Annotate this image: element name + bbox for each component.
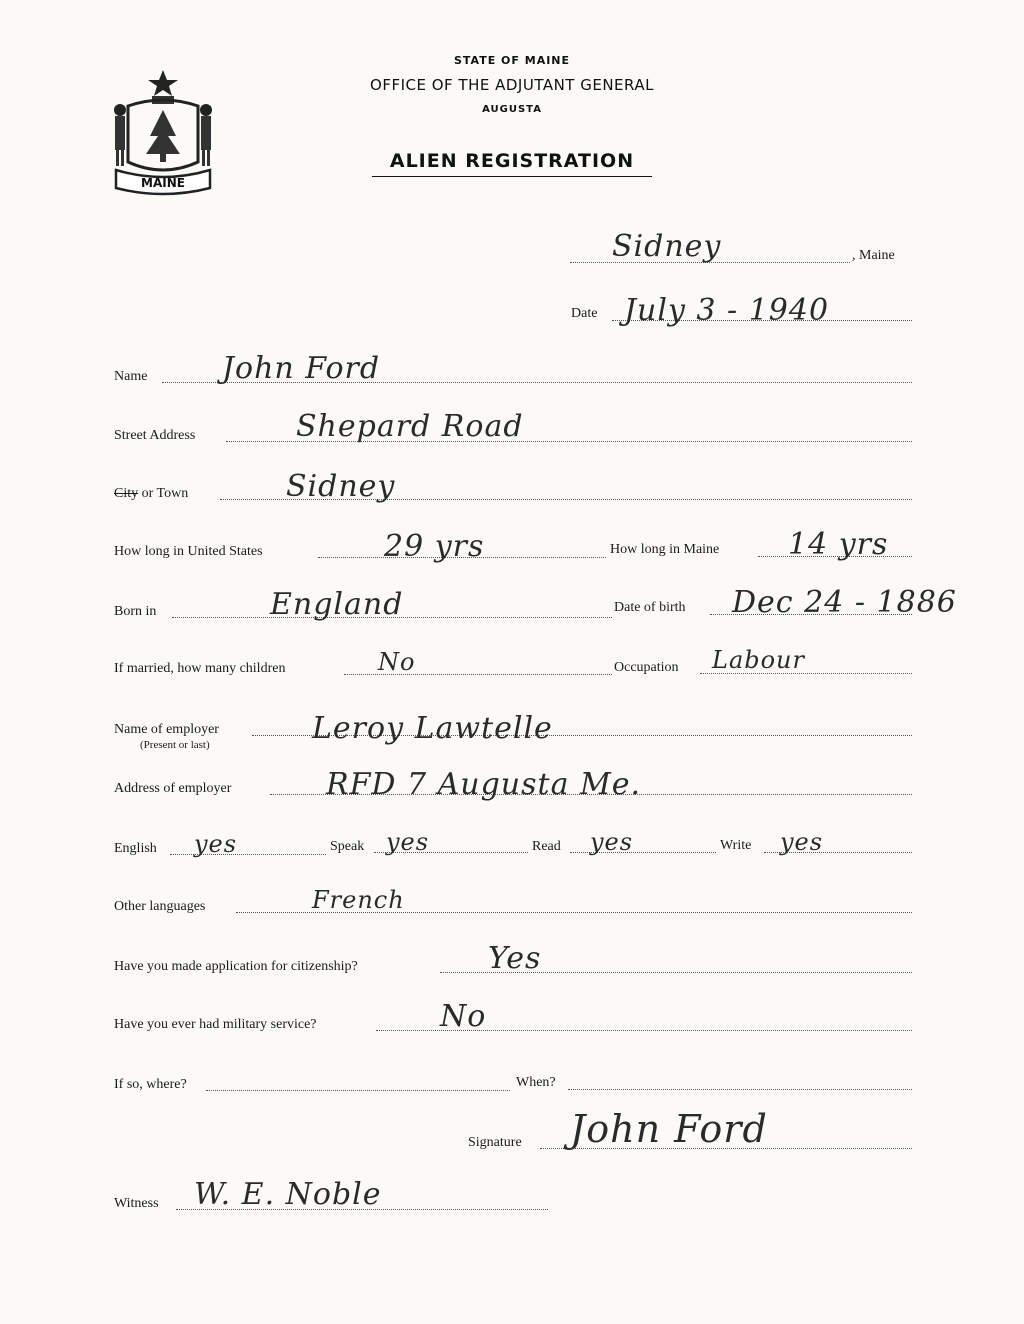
when-line[interactable]	[568, 1089, 912, 1090]
employer-name-sublabel: (Present or last)	[140, 739, 210, 751]
children-value[interactable]: No	[378, 648, 416, 676]
place-label: , Maine	[852, 248, 895, 263]
title-underline	[372, 176, 652, 177]
occupation-label: Occupation	[614, 660, 679, 675]
children-label: If married, how many children	[114, 661, 286, 676]
occupation-value[interactable]: Labour	[712, 646, 805, 674]
city-struck-label: City	[114, 486, 139, 501]
military-label: Have you ever had military service?	[114, 1017, 317, 1032]
street-address-value[interactable]: Shepard Road	[296, 409, 524, 444]
date-value[interactable]: July 3 - 1940	[624, 293, 830, 328]
signature-value[interactable]: John Ford	[570, 1107, 768, 1151]
date-label: Date	[571, 306, 598, 321]
name-label: Name	[114, 369, 148, 384]
read-label: Read	[532, 839, 561, 854]
write-value[interactable]: yes	[780, 828, 824, 856]
state-heading: STATE OF MAINE	[453, 54, 571, 67]
employer-address-value[interactable]: RFD 7 Augusta Me.	[326, 767, 642, 802]
citizenship-value[interactable]: Yes	[488, 941, 542, 976]
born-in-value[interactable]: England	[270, 587, 404, 622]
date-of-birth-value[interactable]: Dec 24 - 1886	[732, 585, 957, 620]
city-town-value[interactable]: Sidney	[286, 469, 396, 504]
when-label: When?	[516, 1075, 556, 1090]
years-maine-value[interactable]: 14 yrs	[788, 527, 889, 562]
office-heading: OFFICE OF THE ADJUTANT GENERAL	[370, 76, 654, 94]
citizenship-label: Have you made application for citizenship?	[114, 959, 358, 974]
where-line[interactable]	[206, 1090, 510, 1091]
signature-label: Signature	[468, 1135, 522, 1150]
speak-label: Speak	[330, 839, 365, 854]
city-heading: AUGUSTA	[482, 104, 542, 115]
employer-address-label: Address of employer	[114, 781, 232, 796]
where-label: If so, where?	[114, 1077, 187, 1092]
place-value[interactable]: Sidney	[612, 229, 722, 264]
other-languages-value[interactable]: French	[312, 886, 405, 914]
witness-label: Witness	[114, 1196, 159, 1211]
years-maine-label: How long in Maine	[610, 542, 720, 557]
town-label: or Town	[141, 486, 189, 501]
witness-value[interactable]: W. E. Noble	[194, 1177, 382, 1212]
read-value[interactable]: yes	[590, 828, 634, 856]
write-label: Write	[720, 838, 752, 853]
maine-state-seal-icon	[108, 66, 218, 196]
english-value[interactable]: yes	[194, 830, 238, 858]
employer-name-value[interactable]: Leroy Lawtelle	[312, 711, 553, 746]
form-title: ALIEN REGISTRATION	[389, 150, 635, 172]
speak-value[interactable]: yes	[386, 828, 430, 856]
date-of-birth-label: Date of birth	[614, 600, 686, 615]
name-value[interactable]: John Ford	[222, 351, 381, 386]
employer-name-label: Name of employer	[114, 722, 219, 737]
street-address-label: Street Address	[114, 428, 196, 443]
military-value[interactable]: No	[440, 999, 487, 1034]
city-town-label	[114, 486, 188, 502]
years-us-value[interactable]: 29 yrs	[384, 529, 485, 564]
english-label: English	[114, 841, 157, 856]
svg-text:MAINE: MAINE	[141, 176, 185, 190]
years-us-label: How long in United States	[114, 544, 263, 559]
other-languages-label: Other languages	[114, 899, 206, 914]
born-in-label: Born in	[114, 604, 157, 619]
